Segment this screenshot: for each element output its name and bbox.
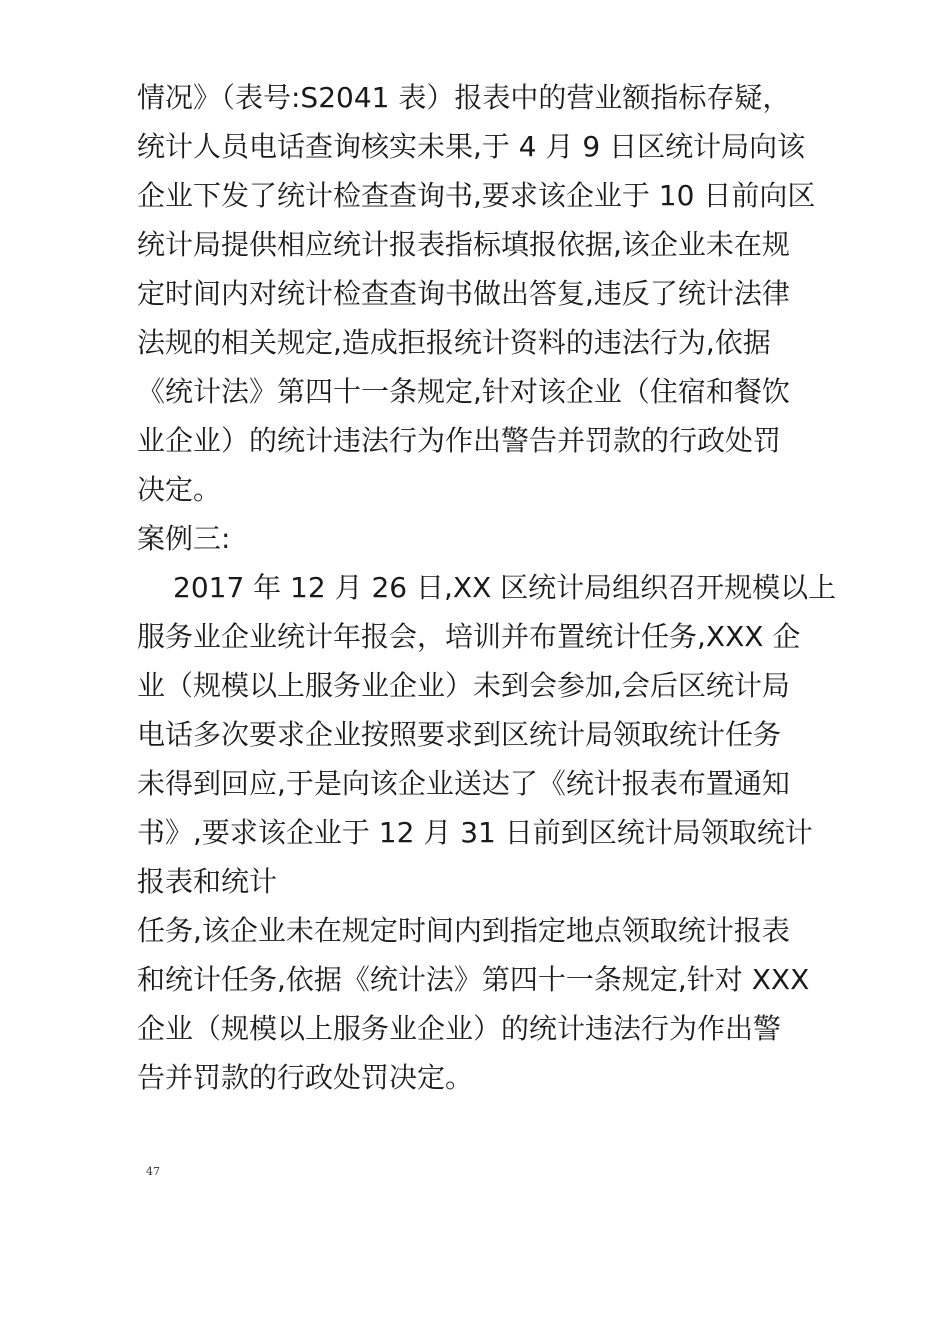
text-line: 未得到回应,于是向该企业送达了《统计报表布置通知 [137, 767, 790, 800]
text-line: 情况》（表号:S2041 表）报表中的营业额指标存疑， [137, 81, 791, 114]
text-line: 和统计任务,依据《统计法》第四十一条规定,针对 XXX [137, 963, 810, 996]
text-line: 电话多次要求企业按照要求到区统计局领取统计任务 [137, 718, 782, 751]
text-line: 定时间内对统计检查查询书做出答复,违反了统计法律 [137, 277, 790, 310]
text-line: 书》,要求该企业于 12 月 31 日前到区统计局领取统计 [137, 816, 813, 849]
text-line: 企业下发了统计检查查询书,要求该企业于 10 日前向区 [137, 179, 816, 212]
text-line: 《统计法》第四十一条规定,针对该企业（住宿和餐饮 [137, 375, 790, 408]
section-heading: 案例三: [137, 522, 231, 555]
body-text [137, 73, 837, 1102]
text-line: 法规的相关规定,造成拒报统计资料的违法行为,依据 [137, 326, 771, 359]
text-line: 告并罚款的行政处罚决定。 [137, 1061, 474, 1094]
text-line: 企业（规模以上服务业企业）的统计违法行为作出警 [137, 1012, 782, 1045]
text-line: 业（规模以上服务业企业）未到会参加,会后区统计局 [137, 669, 790, 702]
text-line: 决定。 [137, 473, 222, 506]
text-line: 服务业企业统计年报会，培训并布置统计任务,XXX 企 [137, 620, 801, 653]
text-line: 业企业）的统计违法行为作出警告并罚款的行政处罚 [137, 424, 782, 457]
text-line: 任务,该企业未在规定时间内到指定地点领取统计报表 [137, 914, 790, 947]
text-line: 统计局提供相应统计报表指标填报依据,该企业未在规 [137, 228, 790, 261]
text-line: 2017 年 12 月 26 日,XX 区统计局组织召开规模以上 [173, 571, 837, 604]
page-number: 47 [146, 1165, 160, 1178]
text-line: 统计人员电话查询核实未果,于 4 月 9 日区统计局向该 [137, 130, 806, 163]
text-line: 报表和统计 [137, 865, 278, 898]
